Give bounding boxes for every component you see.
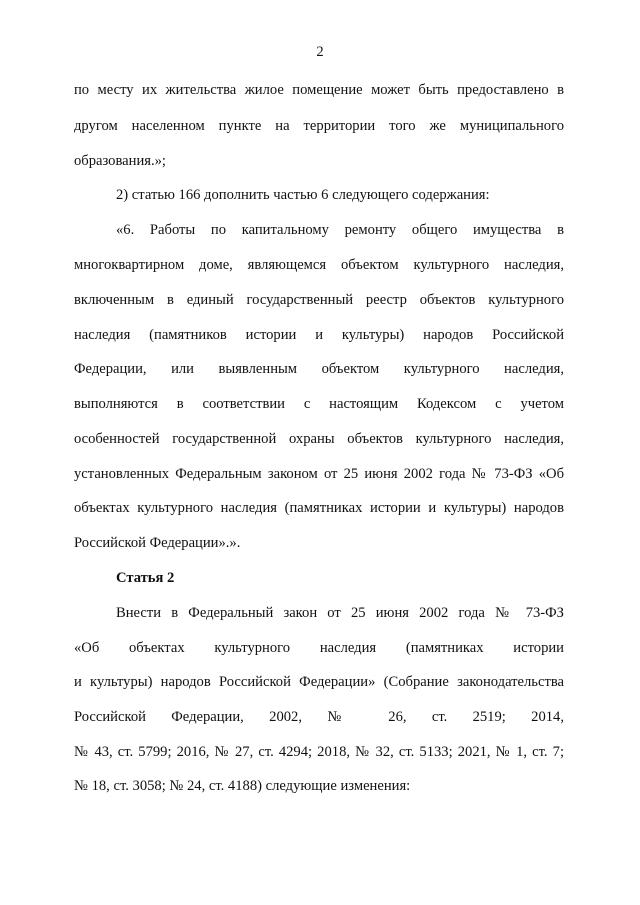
- text-line: Внести в Федеральный закон от 25 июня 2002 года № 73-ФЗ: [116, 605, 564, 621]
- article-heading: Статья 2: [116, 570, 175, 586]
- text-line: Российской Федерации, 2002, № 26, ст. 2519; 2014,: [74, 709, 564, 725]
- text-line: образования.»;: [74, 153, 166, 169]
- text-line: и культуры) народов Российской Федерации» (Собрание законодательства: [74, 674, 564, 690]
- text-line: многоквартирном доме, являющемся объектом культурного наследия,: [74, 257, 564, 273]
- text-line: «6. Работы по капитальному ремонту общего имущества в: [116, 222, 564, 238]
- text-line: Федерации, или выявленным объектом культурного наследия,: [74, 361, 564, 377]
- text-line: по месту их жительства жилое помещение может быть предоставлено в: [74, 82, 564, 98]
- text-line: установленных Федеральным законом от 25 июня 2002 года № 73-ФЗ «Об: [74, 466, 564, 482]
- text-line: другом населенном пункте на территории того же муниципального: [74, 118, 564, 134]
- text-line: включенным в единый государственный реестр объектов культурного: [74, 292, 564, 308]
- text-line: Российской Федерации».».: [74, 535, 241, 551]
- text-line: 2) статью 166 дополнить частью 6 следующего содержания:: [116, 187, 490, 203]
- text-line: «Об объектах культурного наследия (памятниках истории: [74, 640, 564, 656]
- text-line: особенностей государственной охраны объектов культурного наследия,: [74, 431, 564, 447]
- text-line: № 43, ст. 5799; 2016, № 27, ст. 4294; 2018, № 32, ст. 5133; 2021, № 1, ст. 7;: [74, 744, 564, 760]
- text-line: объектах культурного наследия (памятниках истории и культуры) народов: [74, 500, 564, 516]
- text-line: № 18, ст. 3058; № 24, ст. 4188) следующие изменения:: [74, 778, 411, 794]
- text-line: выполняются в соответствии с настоящим Кодексом с учетом: [74, 396, 564, 412]
- page-number: 2: [316, 44, 324, 60]
- text-line: наследия (памятников истории и культуры) народов Российской: [74, 327, 564, 343]
